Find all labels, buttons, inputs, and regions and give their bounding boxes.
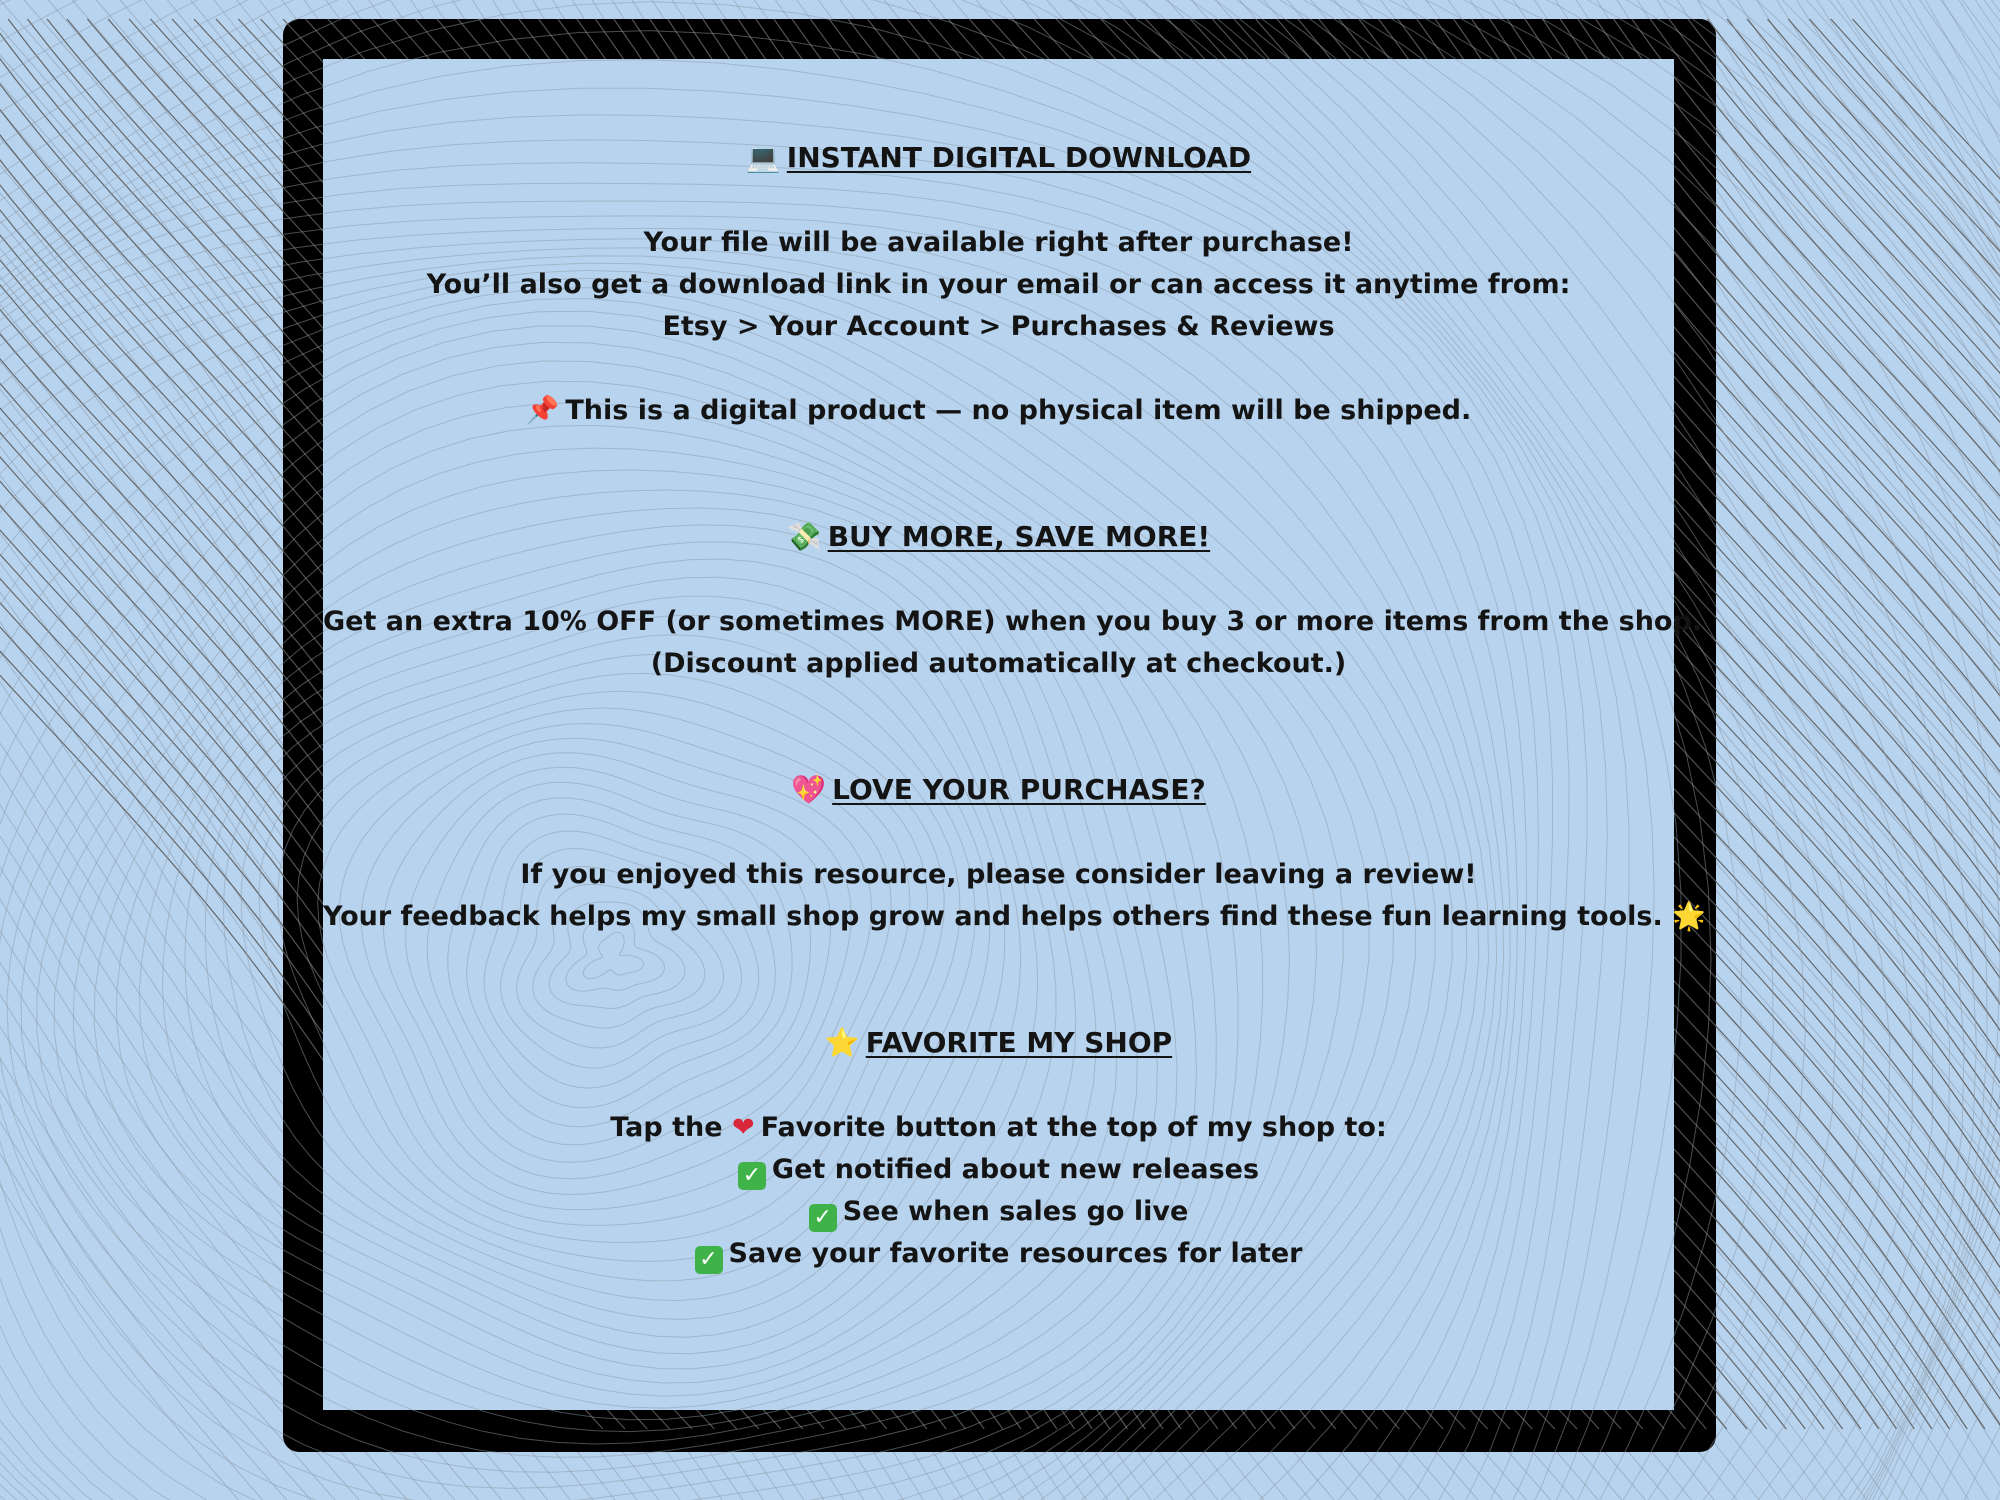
digital-product-note (323, 390, 1674, 432)
review-line-1: If you enjoyed this resource, please consider leaving a review! (520, 859, 1477, 890)
discount-line-1: Get an extra 10% OFF (or sometimes MORE) when you buy 3 or more items from the shop. (323, 606, 1703, 637)
download-title: INSTANT DIGITAL DOWNLOAD (786, 141, 1252, 174)
checklist-item (323, 1149, 1674, 1191)
download-line-2: You’ll also get a download link in your email or can access it anytime from: (426, 269, 1571, 300)
laptop-icon: 💻 (745, 141, 781, 174)
star-icon: ⭐ (824, 1026, 860, 1059)
pushpin-icon: 📌 (525, 395, 560, 426)
discount-title: BUY MORE, SAVE MORE! (827, 520, 1211, 553)
review-line-2 (323, 896, 1706, 938)
download-line-1: Your file will be available right after purchase! (643, 227, 1354, 258)
favorite-section-heading (323, 1022, 1674, 1065)
favorite-title: FAVORITE MY SHOP (865, 1026, 1173, 1059)
review-title: LOVE YOUR PURCHASE? (832, 773, 1206, 806)
check-box-icon: ✓ (809, 1204, 837, 1232)
sparkling-heart-icon: 💖 (791, 773, 827, 806)
review-section-heading (323, 769, 1674, 812)
favorite-intro (323, 1107, 1674, 1149)
checklist-item-text: See when sales go live (842, 1196, 1189, 1227)
info-content (323, 137, 1706, 1275)
heart-icon: ❤ (731, 1112, 755, 1143)
download-line-3: Etsy > Your Account > Purchases & Reviews (662, 311, 1335, 342)
download-section-heading (323, 137, 1674, 180)
checklist-item-text: Get notified about new releases (771, 1154, 1260, 1185)
favorite-intro-after: Favorite button at the top of my shop to: (760, 1112, 1387, 1143)
content-panel (323, 59, 1706, 1410)
checklist-item (323, 1233, 1674, 1275)
glowing-star-icon: 🌟 (1672, 901, 1706, 932)
review-line-2-text: Your feedback helps my small shop grow and helps others find these fun learning tools. (323, 901, 1663, 932)
discount-section-heading (323, 516, 1674, 559)
checklist-item-text: Save your favorite resources for later (728, 1238, 1303, 1269)
money-icon: 💸 (786, 520, 822, 553)
discount-line-2: (Discount applied automatically at checkout.) (650, 648, 1347, 679)
check-box-icon: ✓ (695, 1246, 723, 1274)
favorite-intro-before: Tap the (610, 1112, 723, 1143)
checklist-item (323, 1191, 1674, 1233)
check-box-icon: ✓ (738, 1162, 766, 1190)
content-frame (283, 19, 1716, 1452)
digital-product-note-text: This is a digital product — no physical item will be shipped. (565, 395, 1472, 426)
